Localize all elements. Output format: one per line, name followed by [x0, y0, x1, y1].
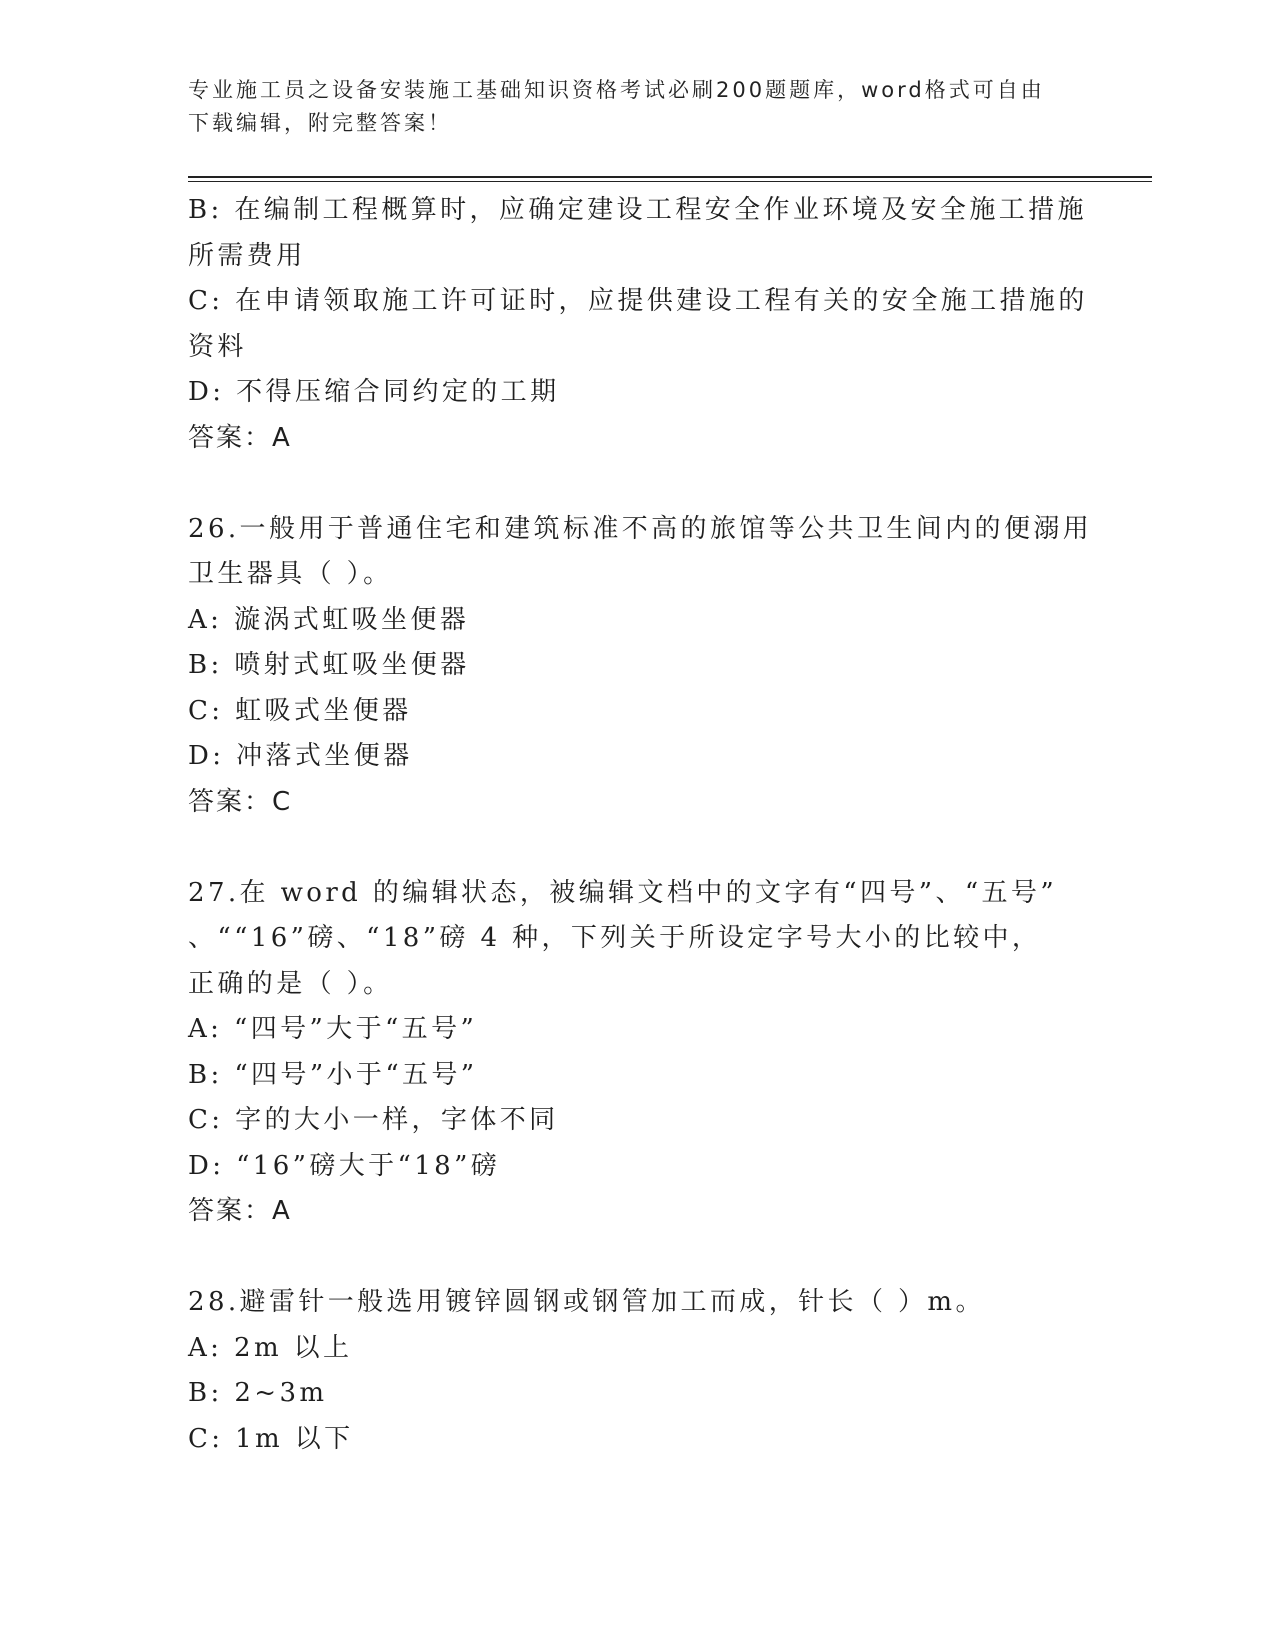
- spacer: [188, 461, 1088, 507]
- document-header: [188, 74, 1068, 140]
- answer: 答案：A: [188, 422, 292, 453]
- header-line-2: 下载编辑，附完整答案！: [188, 111, 452, 135]
- option-b-line-1: B: 在编制工程概算时，应确定建设工程安全作业环境及安全施工措施: [188, 195, 1087, 225]
- option-d: D: “16”磅大于“18”磅: [188, 1150, 501, 1181]
- answer: 答案：A: [188, 1196, 292, 1226]
- option-d: D: 冲落式坐便器: [188, 741, 413, 771]
- header-line-1: 专业施工员之设备安装施工基础知识资格考试必刷200题题库，word格式可自由: [188, 78, 1045, 102]
- option-b: B: 喷射式虹吸坐便器: [188, 650, 470, 680]
- question-stem-line-1: 26.一般用于普通住宅和建筑标准不高的旅馆等公共卫生间内的便溺用: [188, 513, 1093, 544]
- spacer: [188, 825, 1088, 871]
- option-d: D: 不得压缩合同约定的工期: [188, 377, 560, 407]
- option-a: A: 漩涡式虹吸坐便器: [188, 604, 470, 635]
- option-a: A: 2m 以上: [188, 1332, 353, 1363]
- spacer: [188, 1235, 1088, 1281]
- question-28: [188, 1280, 1088, 1462]
- option-c: C: 字的大小一样，字体不同: [188, 1105, 559, 1135]
- option-a: A: “四号”大于“五号”: [188, 1014, 478, 1044]
- question-stem-line-1: 28.避雷针一般选用镀锌圆钢或钢管加工而成，针长（ ）m。: [188, 1287, 985, 1317]
- header-rule-thin: [188, 181, 1152, 182]
- question-stem-line-2: 卫生器具（ ）。: [188, 559, 393, 589]
- option-b: B: “四号”小于“五号”: [188, 1059, 478, 1090]
- option-c: C: 1m 以下: [188, 1423, 354, 1454]
- option-b: B: 2~3m: [188, 1378, 328, 1408]
- question-25-continued: [188, 188, 1088, 461]
- header-rule-thick: [188, 176, 1152, 178]
- question-stem-line-1: 27.在 word 的编辑状态，被编辑文档中的文字有“四号”、“五号”: [188, 877, 1058, 908]
- option-b-line-2: 所需费用: [188, 240, 306, 271]
- question-stem-line-2: 、““16”磅、“18”磅 4 种，下列关于所设定字号大小的比较中，: [188, 923, 1042, 953]
- answer: 答案：C: [188, 786, 293, 817]
- option-c-line-1: C: 在申请领取施工许可证时，应提供建设工程有关的安全施工措施的: [188, 286, 1088, 316]
- question-stem-line-3: 正确的是（ ）。: [188, 968, 393, 999]
- document-body: [188, 188, 1093, 1462]
- option-c: C: 虹吸式坐便器: [188, 695, 412, 726]
- question-27: [188, 871, 1088, 1235]
- option-c-line-2: 资料: [188, 331, 247, 362]
- question-26: [188, 507, 1093, 826]
